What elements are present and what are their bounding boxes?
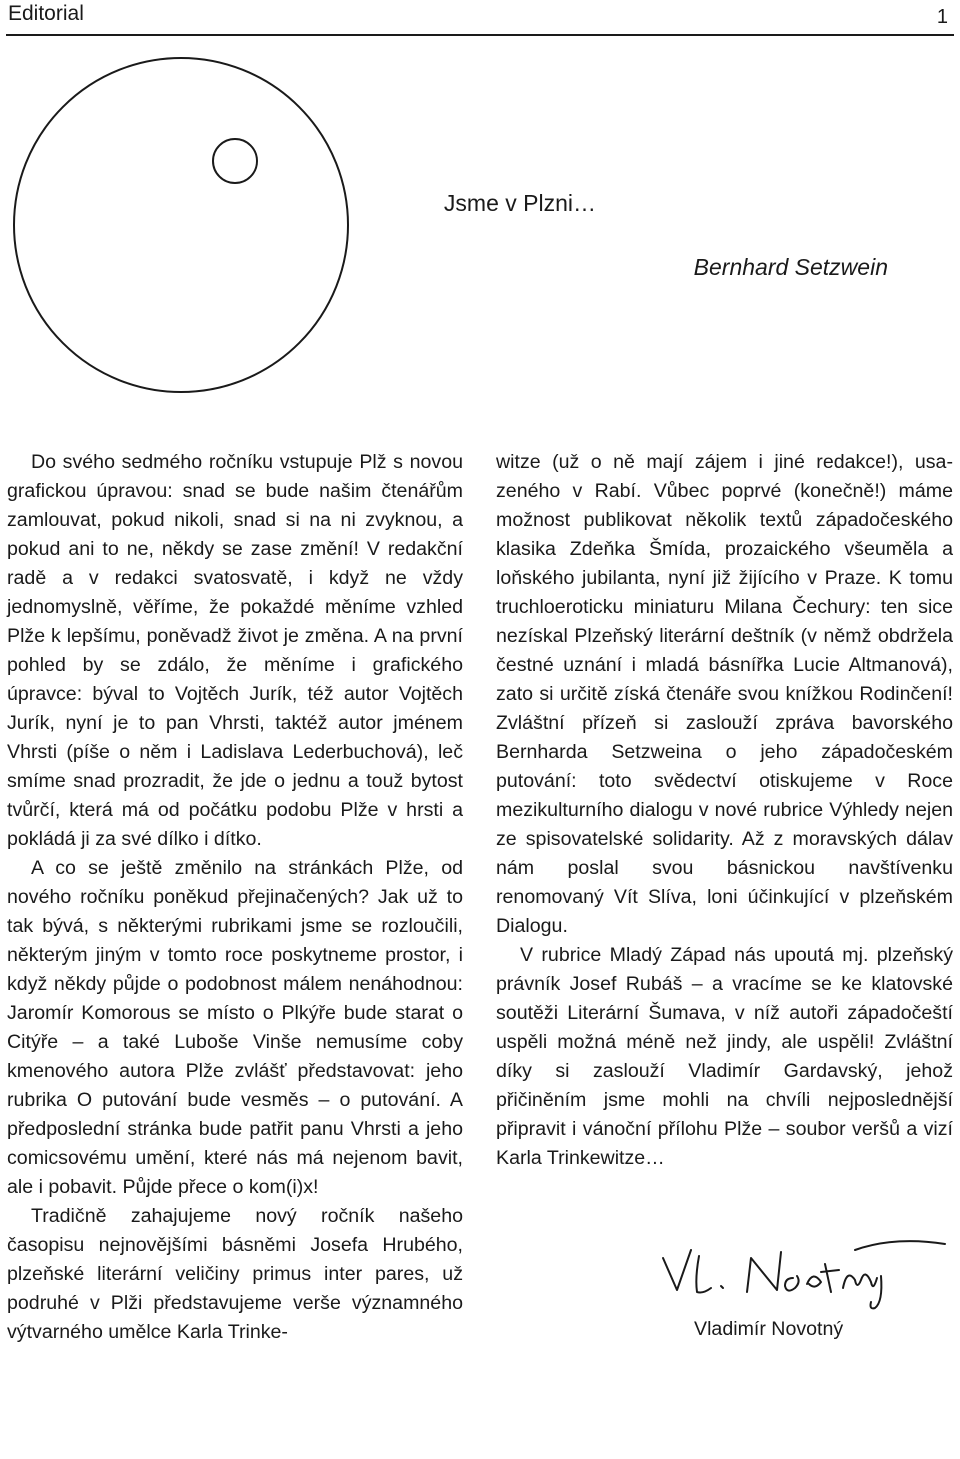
paragraph: Tradičně zahajujeme nový ročník našeho časopisu nejnovějšími básněmi Josefa Hrubého, plzeňské literární veličiny primus inter pares, už podruhé v Plži představujeme verše významného výtvarného umělce Karla Trinke-	[7, 1205, 463, 1343]
article-title: Jsme v Plzni…	[443, 190, 596, 216]
paragraph: Do svého sedmého ročníku vstupuje Plž s novou grafickou úpravou: snad se bude našim čtenářům zamlouvat, pokud nikoli, snad si na ni zvyknou, a pokud ani to ne, někdy se zase změní! V redakční radě a v redakci svatosvatě, i když ne vždy jednomyslně, věříme, že pokaždé měníme vzhled Plže k lepšímu, poněvadž život je změna. A na první pohled by se zdálo, že měníme i grafického úpravce: býval to Vojtěch Jurík, též autor Vojtěch Jurík, nyní je to pan Vhrsti, taktéž autor jménem Vhrsti (píše o něm i Ladislava Lederbuchová), leč smíme snad prozradit, že jde o jednu a touž bytost tvůrčí, která má od počátku podobu Plže v hrsti a pokládá ji za své dílko i dítko.	[7, 451, 463, 850]
paragraph: witze (už o ně mají zájem i jiné redakce!), usazeného v Rabí. Vůbec poprvé (konečně!) máme možnost publikovat několik textů západočeského klasika Zdeňka Šmída, prozaického všeuměla a loňského jubilanta, nyní již žijícího v Praze. K tomu truchloeroticku miniaturu Milana Čechury: ten sice nezískal Plzeňský literární deštník (v němž obdržela čestné uznání i mladá básnířka Lucie Altmanová), zato si určitě získá čtenáře svou knížkou Rodinčení! Zvláštní přízeň si zaslouží zpráva bavorského Bernharda Setzweina o jeho západočeském putování: toto svědectví otiskujeme v Roce mezikulturního dialogu v nové rubrice Výhledy nejen ze spisovatelské solidarity. Až z moravských dálav nám poslal svou básnickou navštívenku renomovaný Vít Slíva, loni účinkující v plzeňském Dialogu.	[496, 451, 953, 937]
paragraph: A co se ještě změnilo na stránkách Plže, od nového ročníku poněkud přejinačených? Jak už to tak bývá, s některými rubrikami jsme se rozloučili, některým jiným v tomto roce poskytneme prostor, i když někdy půjde o podobnost málem nenáhodnou: Jaromír Komorous se místo o Plkýře bude starat o Citýře – a také Luboše Vinše nemusíme coby kmenového autora Plže zvlášť představovat: jeho rubrika O putování bude vesměs – o putování. A předposlední stránka bude patřit panu Vhrsti a jeho comicsovému umění, které nás má nejenom bavit, ale i pobavit. Půjde přece o kom(i)x!	[7, 857, 463, 1198]
left-column	[7, 448, 463, 1347]
section-title: Editorial	[8, 2, 84, 25]
signature-name: Vladimír Novotný	[694, 1318, 844, 1340]
right-column	[496, 448, 953, 1173]
circles-logo	[8, 40, 388, 420]
large-circle	[14, 58, 348, 392]
header-rule	[6, 34, 954, 36]
small-circle	[213, 139, 257, 183]
page-number: 1	[936, 6, 948, 28]
handwritten-signature	[655, 1228, 955, 1313]
paragraph: V rubrice Mladý Západ nás upoutá mj. plzeňský právník Josef Rubáš – a vracíme se ke klatovské soutěži Literární Šumava, v níž autoři západočeští uspěli možná méně než jindy, ale uspěli! Zvláštní díky si zaslouží Vladimír Gardavský, jehož přičiněním jsme mohli na chvíli nejposlednější připravit i vánoční přílohu Plže – soubor veršů a vizí Karla Trinkewitze…	[496, 944, 953, 1169]
article-author: Bernhard Setzwein	[693, 254, 888, 280]
page-header	[0, 0, 960, 38]
